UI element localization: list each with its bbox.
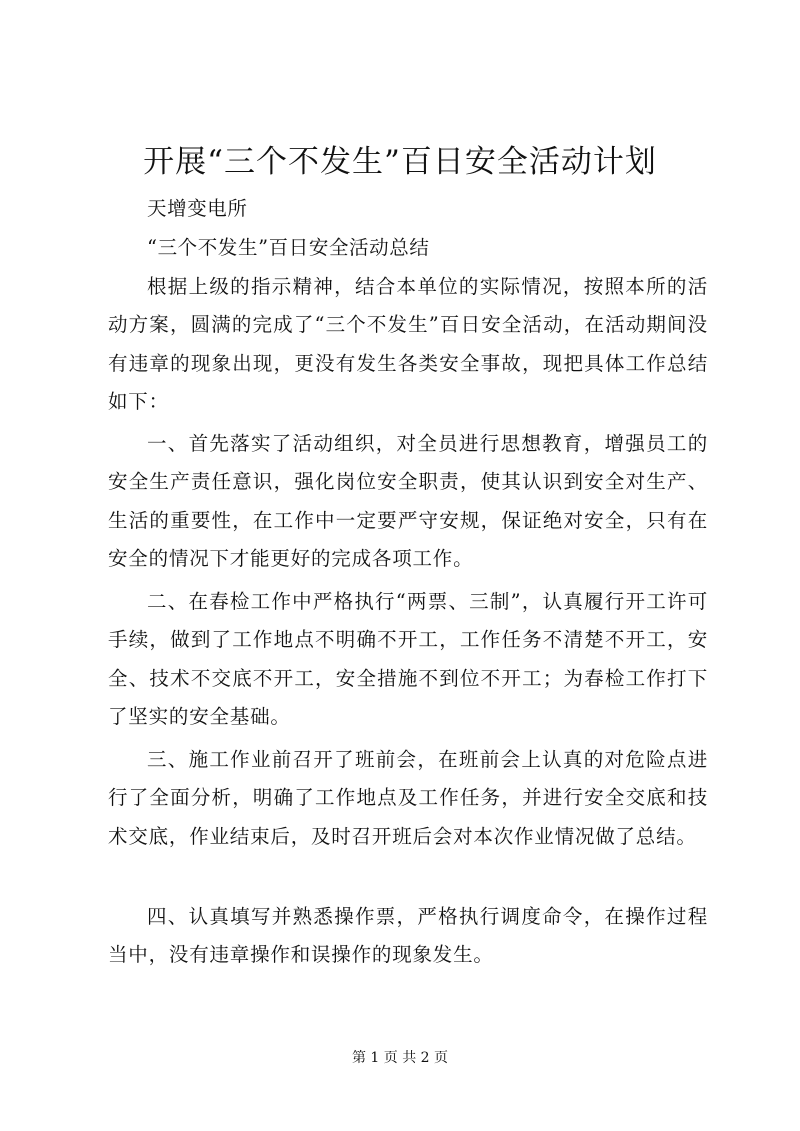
body-paragraph-2: 二、在春检工作中严格执行“两票、三制”，认真履行开工许可手续，做到了工作地点不明确不开工，工作任务不清楚不开工，安全、技术不交底不开工，安全措施不到位不开工；为春检工作打下了坚实的安全基础。 <box>108 590 708 729</box>
body-paragraph-3: 三、施工作业前召开了班前会，在班前会上认真的对危险点进行了全面分析，明确了工作地点及工作任务，并进行安全交底和技术交底，作业结束后，及时召开班后会对本次作业情况做了总结。 <box>108 748 708 848</box>
body-paragraph-1: 一、首先落实了活动组织，对全员进行思想教育，增强员工的安全生产责任意识，强化岗位安全职责，使其认识到安全对生产、生活的重要性，在工作中一定要严守安规，保证绝对安全，只有在安全的情况下才能更好的完成各项工作。 <box>108 432 708 571</box>
body-paragraph-intro: 根据上级的指示精神，结合本单位的实际情况，按照本所的活动方案，圆满的完成了“三个不发生”百日安全活动，在活动期间没有违章的现象出现，更没有发生各类安全事故，现把具体工作总结如下： <box>108 275 708 414</box>
body-paragraph-4: 四、认真填写并熟悉操作票，严格执行调度命令，在操作过程当中，没有违章操作和误操作的现象发生。 <box>108 905 708 967</box>
document-title: 开展“三个不发生”百日安全活动计划 <box>143 144 657 180</box>
page-footer: 第 1 页 共 2 页 <box>351 1050 449 1066</box>
organization-name: 天增变电所 <box>147 197 248 220</box>
document-subtitle: “三个不发生”百日安全活动总结 <box>147 236 430 259</box>
